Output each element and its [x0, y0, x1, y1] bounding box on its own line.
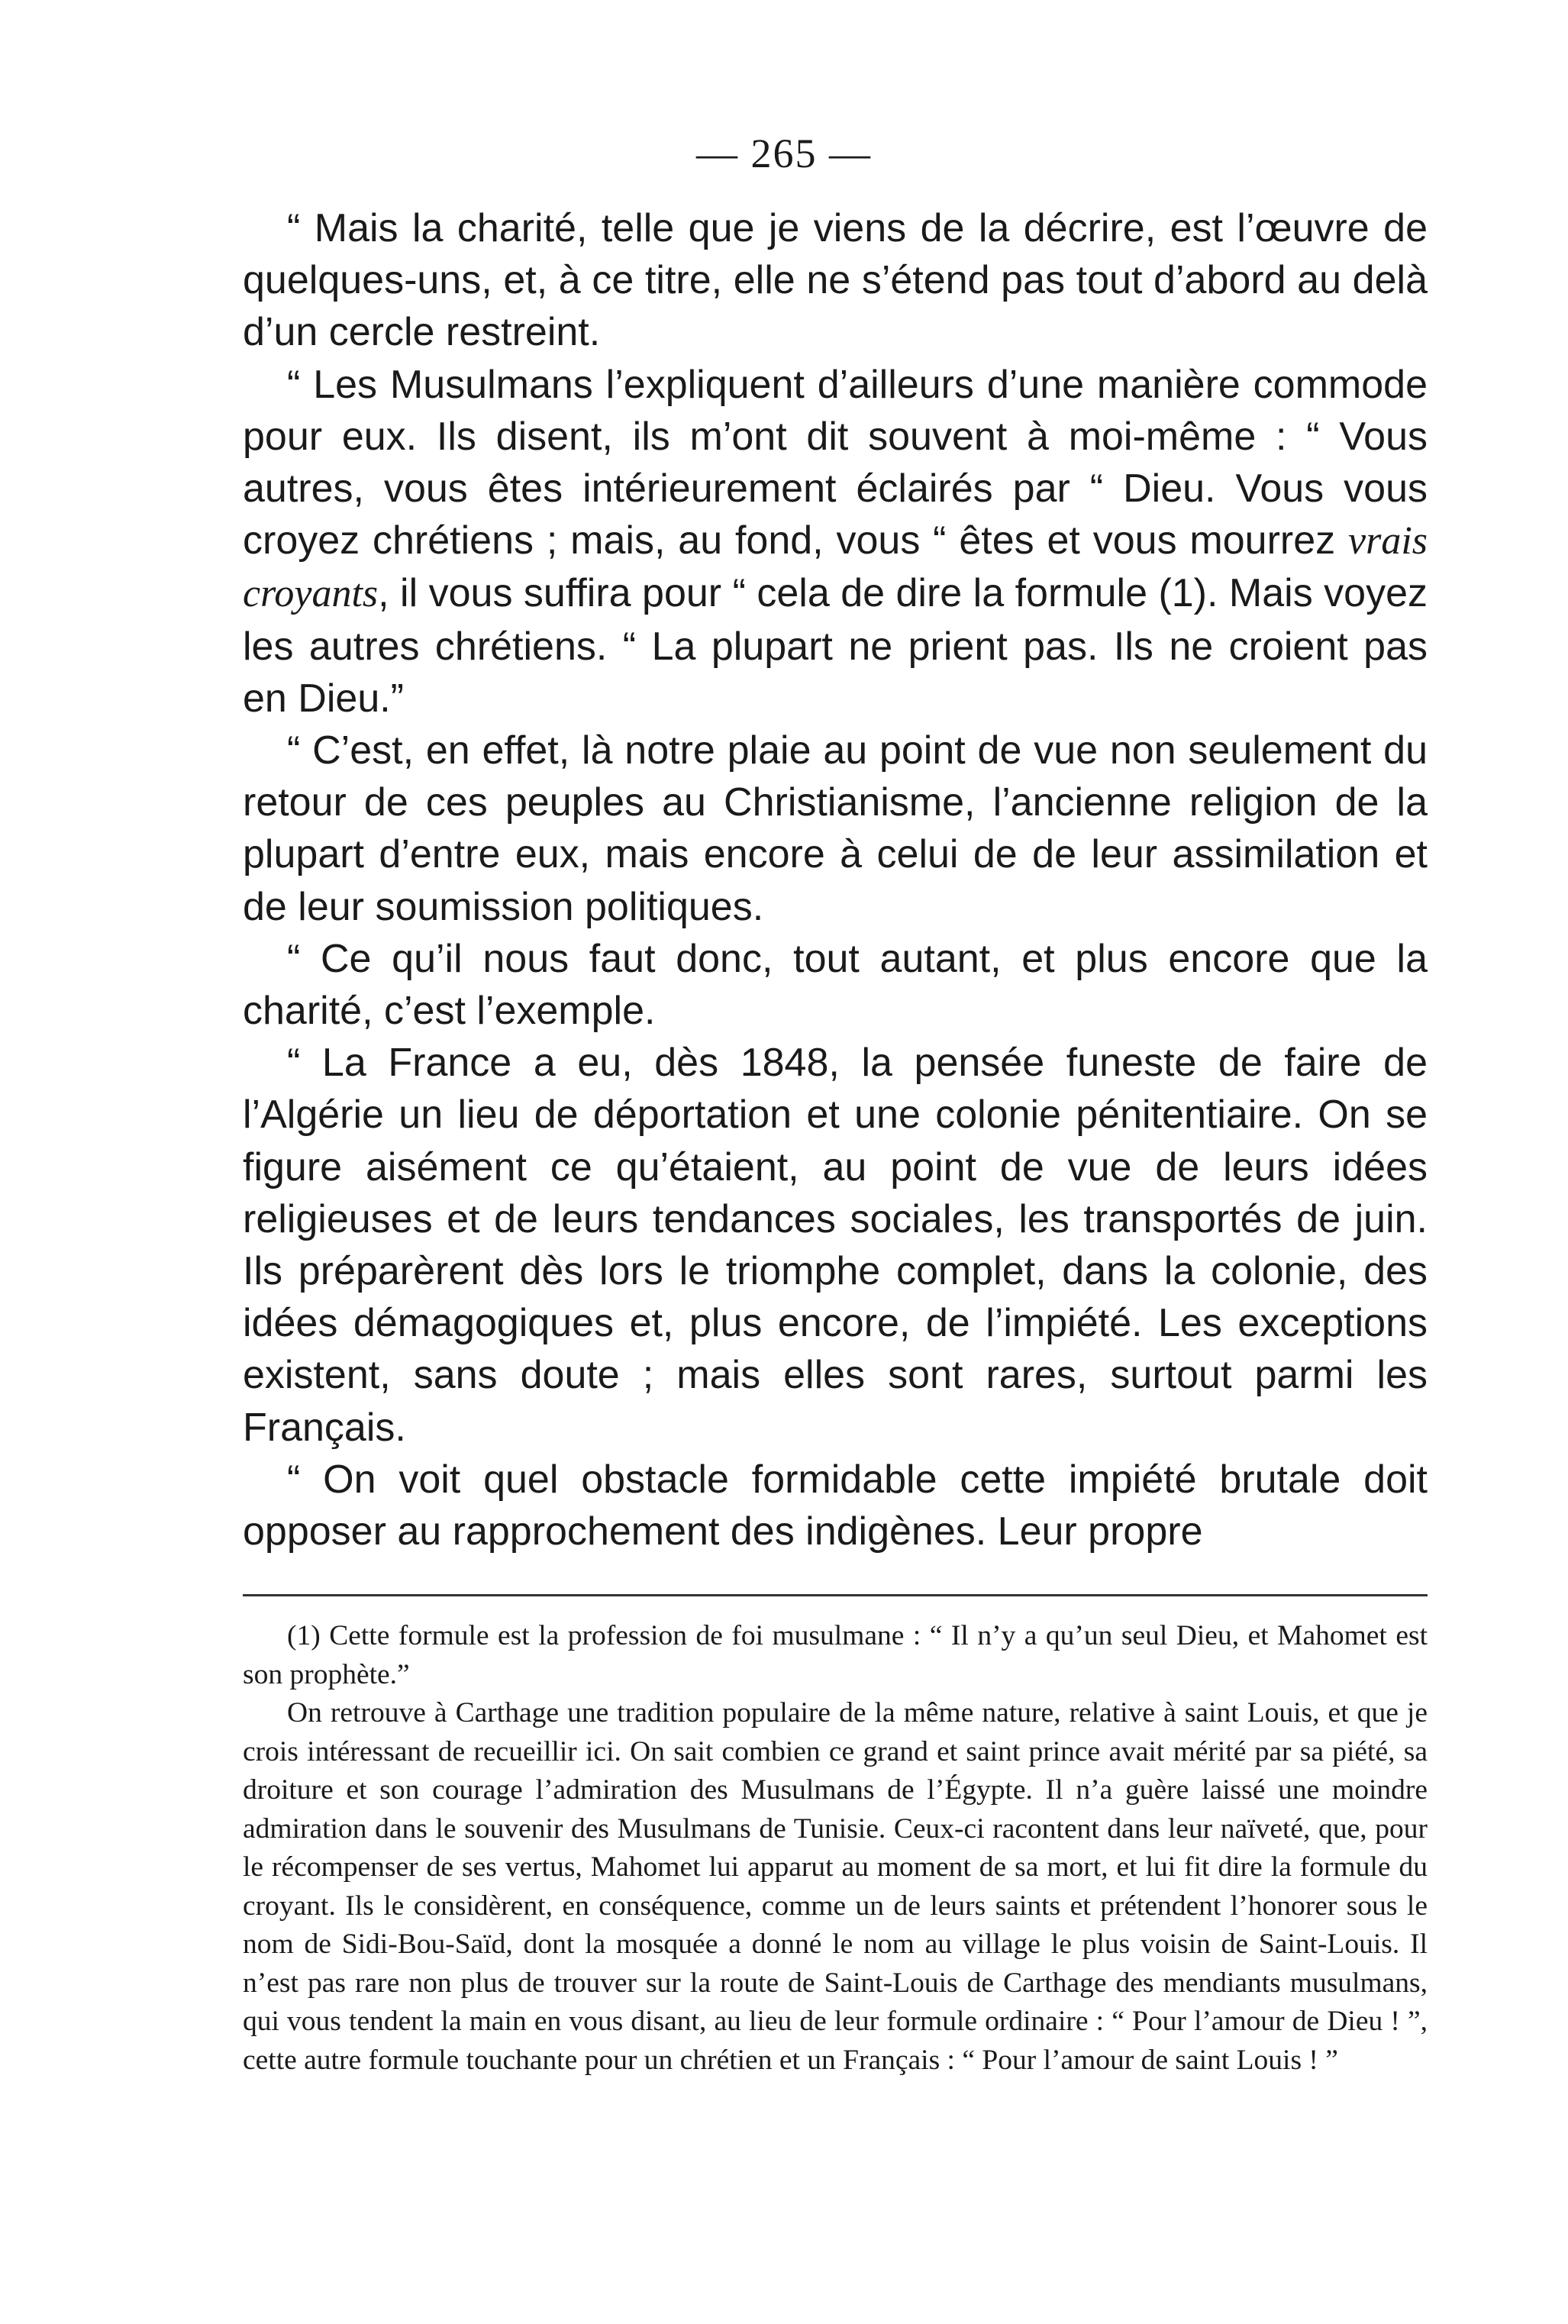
footnote-1: (1) Cette formule est la profession de foi musulmane : “ Il n’y a qu’un seul Dieu, et Mahomet est son prophète.”: [243, 1620, 1428, 1690]
italic-emphasis: vrais croyants: [243, 519, 1428, 616]
footnotes: [243, 1617, 1428, 2080]
paragraph-2: [243, 359, 1428, 725]
paragraph-2-before: “ Les Musulmans l’expliquent d’ailleurs d’une manière commode pour eux. Ils disent, ils m’ont dit souvent à moi-même : “ Vous autres, vous êtes intérieurement éclairés par “ Dieu. Vous vous croyez chrétiens ; mais, au fond, vous “ êtes et vous mourrez: [243, 362, 1428, 563]
page-number: — 265 —: [696, 131, 872, 176]
paragraph-6: “ On voit quel obstacle formidable cette impiété brutale doit opposer au rapprochement des indigènes. Leur propre: [243, 1457, 1428, 1554]
footnote-2: On retrouve à Carthage une tradition populaire de la même nature, relative à saint Louis, et que je crois intéressant de recueillir ici. On sait combien ce grand et saint prince avait mérité par sa piété, sa droiture et son courage l’admiration des Musulmans de l’Égypte. Il n’a guère laissé une moindre admiration dans le souvenir des Musulmans de Tunisie. Ceux-ci racontent dans leur naïveté, que, pour le récompenser de ses vertus, Mahomet lui apparut au moment de sa mort, et lui fit dire la formule du croyant. Ils le considèrent, en conséquence, comme un de leurs saints et prétendent l’honorer sous le nom de Sidi-Bou-Saïd, dont la mosquée a donné le nom au village le plus voisin de Saint-Louis. Il n’est pas rare non plus de trouver sur la route de Saint-Louis de Carthage des mendiants musulmans, qui vous tendent la main en vous disant, au lieu de leur formule ordinaire : “ Pour l’amour de Dieu ! ”, cette autre formule touchante pour un chrétien et un Français : “ Pour l’amour de saint Louis ! ”: [243, 1697, 1428, 2076]
main-text: [243, 202, 1428, 1557]
paragraph-4: “ Ce qu’il nous faut donc, tout autant, et plus encore que la charité, c’est l’exemple.: [243, 936, 1428, 1034]
paragraph-1: “ Mais la charité, telle que je viens de la décrire, est l’œuvre de quelques-uns, et, à ce titre, elle ne s’étend pas tout d’abord au delà d’un cercle restreint.: [243, 206, 1428, 355]
paragraph-2-after: , il vous suffira pour “ cela de dire la formule (1). Mais voyez les autres chrétiens. “ La plupart ne prient pas. Ils ne croient pas en Dieu.”: [243, 571, 1428, 721]
paragraph-5: “ La France a eu, dès 1848, la pensée funeste de faire de l’Algérie un lieu de déportation et une colonie pénitentiaire. On se figure aisément ce qu’étaient, au point de vue de leurs idées religieuses et de leurs tendances sociales, les transportés de juin. Ils préparèrent dès lors le triomphe complet, dans la colonie, des idées démagogiques et, plus encore, de l’impiété. Les exceptions existent, sans doute ; mais elles sont rares, surtout parmi les Français.: [243, 1041, 1428, 1450]
footnote-divider: [243, 1594, 1428, 1596]
paragraph-3: “ C’est, en effet, là notre plaie au point de vue non seulement du retour de ces peuples au Christianisme, l’ancienne religion de la plupart d’entre eux, mais encore à celui de de leur assimilation et de leur soumission politiques.: [243, 728, 1428, 929]
